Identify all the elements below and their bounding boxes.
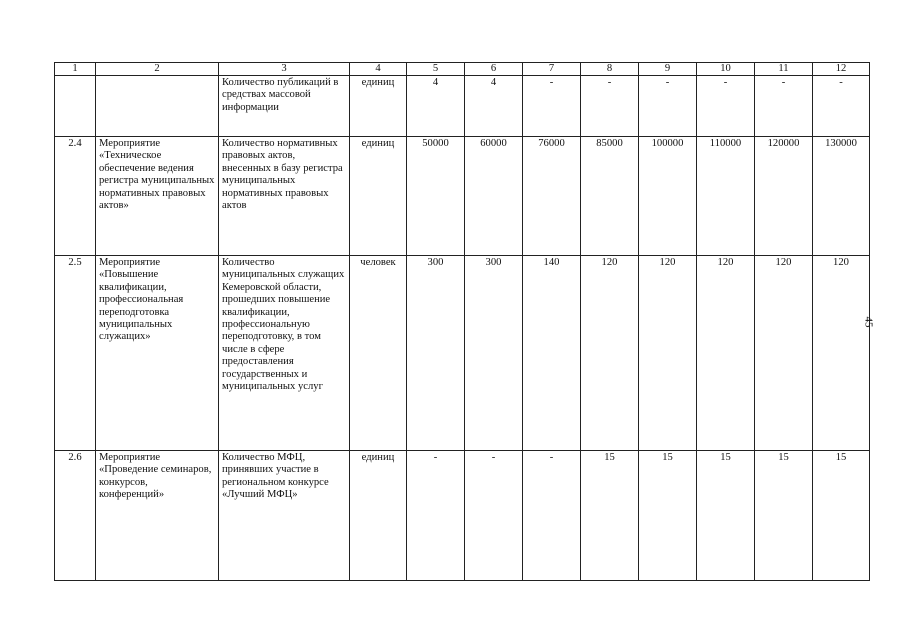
value-cell: 4 [407,76,465,137]
value-cell: 100000 [639,137,697,256]
column-header: 9 [639,63,697,76]
row-number: 2.4 [55,137,96,256]
value-cell: 85000 [581,137,639,256]
value-cell: - [523,451,581,581]
unit-cell: единиц [350,137,407,256]
value-cell: 15 [639,451,697,581]
indicator-cell: Количество муниципальных служащих Кемеровской области, прошедших повышение квалификации, профессиональную переподготовку, в том числе в сфере предоставления государственных и муниципальных услуг [219,256,350,451]
value-cell: - [639,76,697,137]
value-cell: 15 [581,451,639,581]
column-header: 3 [219,63,350,76]
column-header: 2 [96,63,219,76]
value-cell: 4 [465,76,523,137]
value-cell: 110000 [697,137,755,256]
value-cell: 76000 [523,137,581,256]
value-cell: 60000 [465,137,523,256]
column-header: 10 [697,63,755,76]
page-number: 45 [862,316,875,328]
row-number: 2.5 [55,256,96,451]
value-cell: 130000 [813,137,870,256]
column-header: 6 [465,63,523,76]
table-row [55,451,870,581]
event-cell: Мероприятие «Проведение семинаров, конкурсов, конференций» [96,451,219,581]
value-cell: - [755,76,813,137]
column-header: 7 [523,63,581,76]
value-cell: 120 [581,256,639,451]
value-cell: - [813,76,870,137]
unit-cell: единиц [350,451,407,581]
column-header: 1 [55,63,96,76]
value-cell: - [697,76,755,137]
event-cell: Мероприятие «Техническое обеспечение ведения регистра муниципальных нормативных правовых актов» [96,137,219,256]
value-cell: 120 [697,256,755,451]
indicator-cell: Количество публикаций в средствах массовой информации [219,76,350,137]
row-number [55,76,96,137]
value-cell: 140 [523,256,581,451]
value-cell: - [581,76,639,137]
value-cell: 120 [813,256,870,451]
value-cell: 120 [755,256,813,451]
value-cell: 120000 [755,137,813,256]
value-cell: 15 [697,451,755,581]
value-cell: - [407,451,465,581]
unit-cell: единиц [350,76,407,137]
value-cell: 15 [755,451,813,581]
column-header: 5 [407,63,465,76]
table-header-row [55,63,870,76]
indicator-cell: Количество нормативных правовых актов, внесенных в базу регистра муниципальных нормативных правовых актов [219,137,350,256]
column-header: 12 [813,63,870,76]
unit-cell: человек [350,256,407,451]
event-cell [96,76,219,137]
value-cell: - [465,451,523,581]
value-cell: 300 [407,256,465,451]
indicators-table [54,62,870,581]
row-number: 2.6 [55,451,96,581]
value-cell: 300 [465,256,523,451]
indicator-cell: Количество МФЦ, принявших участие в региональном конкурсе «Лучший МФЦ» [219,451,350,581]
value-cell: 120 [639,256,697,451]
column-header: 11 [755,63,813,76]
table-row [55,76,870,137]
column-header: 8 [581,63,639,76]
value-cell: 50000 [407,137,465,256]
value-cell: 15 [813,451,870,581]
table-row [55,256,870,451]
event-cell: Мероприятие «Повышение квалификации, профессиональная переподготовка муниципальных служащих» [96,256,219,451]
table-row [55,137,870,256]
column-header: 4 [350,63,407,76]
value-cell: - [523,76,581,137]
